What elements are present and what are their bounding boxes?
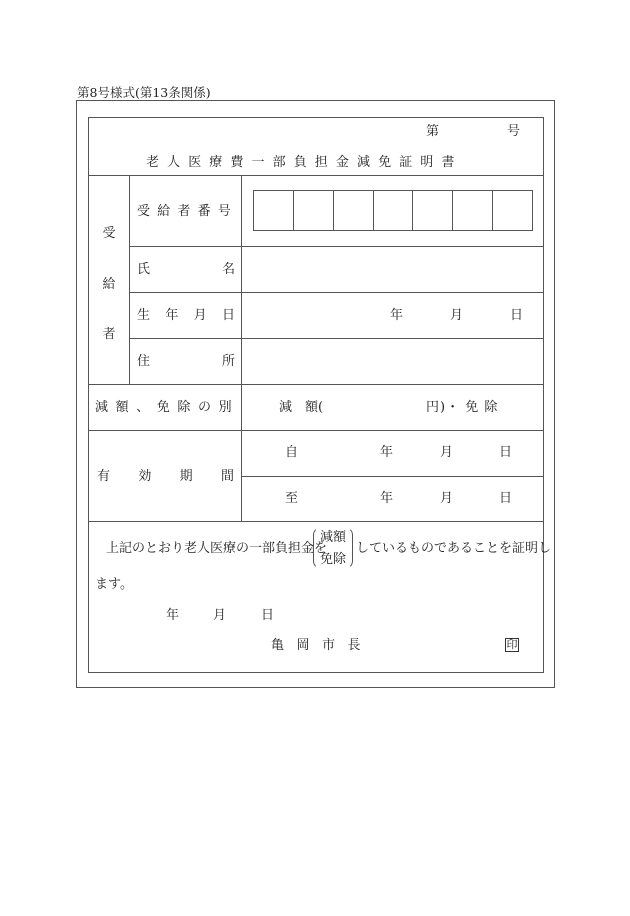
cert-date-month: 月 [213,608,227,623]
validity-to-year: 年 [380,491,394,506]
divider [129,175,130,384]
divider [241,476,544,477]
label-char: 所 [221,354,235,369]
reduction-label: 減額、免除の別 [95,400,240,415]
validity-from-month: 月 [440,445,454,460]
seal-mark: 印 [506,638,518,651]
label-char: 期 [179,469,193,484]
number-cell[interactable] [254,191,294,230]
label-char: 日 [221,308,235,323]
divider [88,175,544,176]
dob-day-unit: 日 [510,308,524,323]
number-cell[interactable] [453,191,493,230]
validity-to-month: 月 [440,491,454,506]
number-cell[interactable] [294,191,334,230]
signer: 亀岡市長 [271,638,374,653]
validity-label [97,470,234,483]
form-title: 第8号様式(第13条関係) [77,85,211,100]
recipient-number-grid [253,190,533,231]
divider [129,246,544,247]
label-char: 有 [97,469,111,484]
dob-month-unit: 月 [450,308,464,323]
divider [241,175,242,521]
cert-date-year: 年 [166,608,180,623]
label-char: 年 [165,308,179,323]
validity-from-year: 年 [380,445,394,460]
validity-to-day: 日 [499,491,513,506]
address-label [137,355,235,368]
cert-date-day: 日 [261,608,275,623]
address-field[interactable] [245,342,540,380]
form-heading: 老人医療費一部負担金減免証明書 [146,155,463,170]
divider [88,521,544,522]
certification-text-line2: ます。 [95,577,133,592]
recipient-number-label: 受給者番号 [137,204,239,219]
divider [129,292,544,293]
number-suffix: 号 [507,124,521,139]
label-char: 月 [193,308,207,323]
dob-label [137,309,235,322]
section-char: 給 [102,276,116,292]
certification-option-exempt: 免除 [320,552,347,567]
section-char: 受 [102,226,116,241]
name-field[interactable] [245,250,540,288]
label-char: 名 [221,262,235,277]
reduction-value-prefix: 減 額( [279,400,324,415]
label-char: 生 [137,308,151,323]
recipient-section-label [99,222,119,342]
section-char: 者 [102,327,116,342]
certification-text-before: 上記のとおり老人医療の一部負担金を [106,541,328,556]
number-prefix: 第 [426,124,440,139]
divider [129,338,544,339]
dob-year-unit: 年 [390,308,404,323]
label-char: 氏 [137,262,151,277]
number-cell[interactable] [493,191,532,230]
validity-from-label: 自 [285,445,299,460]
number-cell[interactable] [374,191,414,230]
reduction-value-suffix: 円)・ 免 除 [426,400,499,415]
label-char: 住 [137,354,151,369]
validity-to-label: 至 [285,491,299,506]
divider [88,430,544,431]
number-cell[interactable] [413,191,453,230]
label-char: 効 [138,469,152,484]
divider [88,384,544,385]
name-label [137,263,235,276]
number-cell[interactable] [334,191,374,230]
certification-option-reduce: 減額 [320,530,347,545]
certification-text-after: しているものであることを証明し [356,541,552,556]
label-char: 間 [220,469,234,484]
validity-from-day: 日 [499,445,513,460]
